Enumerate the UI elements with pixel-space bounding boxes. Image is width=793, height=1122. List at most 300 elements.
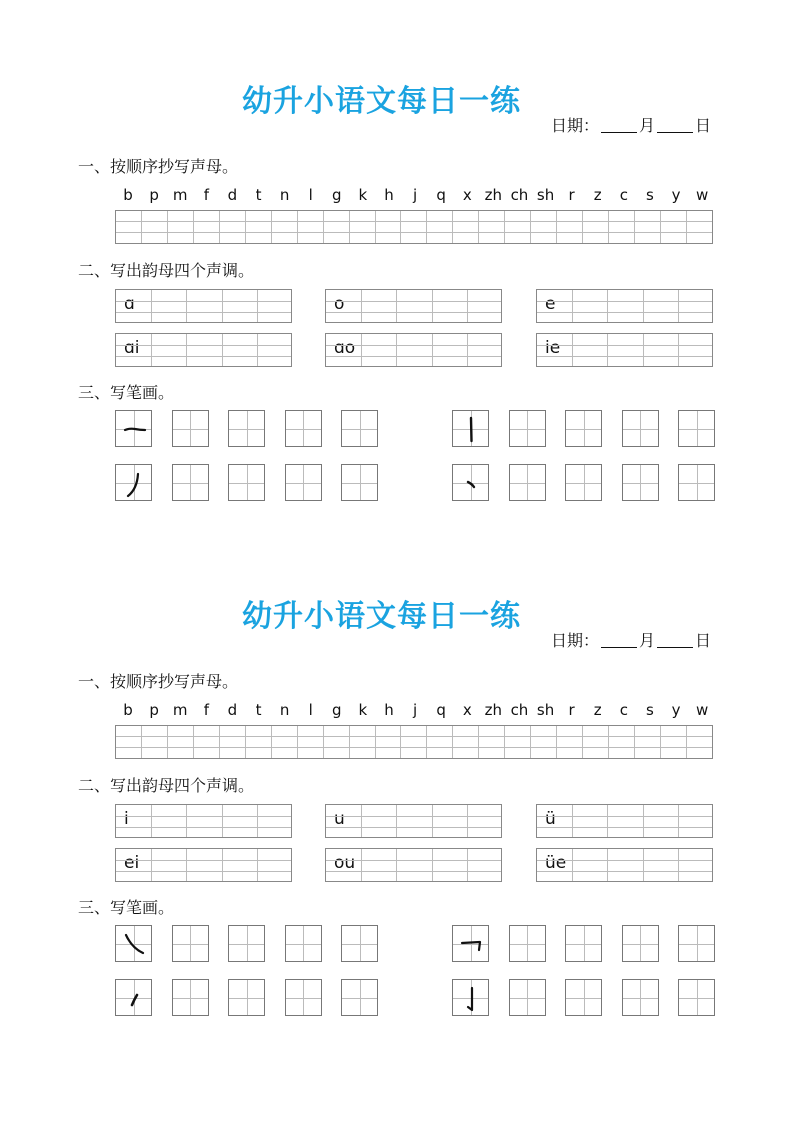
grid-cell[interactable]: [350, 233, 376, 243]
grid-cell[interactable]: [583, 726, 609, 736]
practice-box[interactable]: [678, 925, 715, 962]
grid-cell[interactable]: [453, 233, 479, 243]
grid-cell[interactable]: [116, 726, 142, 736]
grid-cell[interactable]: [220, 748, 246, 758]
initial-letter: k: [358, 186, 368, 204]
grid-cell[interactable]: [142, 233, 168, 243]
grid-cell[interactable]: [350, 737, 376, 747]
initial-letter: n: [279, 701, 290, 719]
initial-letter: w: [695, 701, 709, 719]
grid-cell[interactable]: [661, 222, 687, 232]
grid-cell[interactable]: [272, 222, 298, 232]
practice-box[interactable]: [565, 410, 602, 447]
guide-line: [537, 301, 712, 302]
grid-cell[interactable]: [583, 233, 609, 243]
initial-letter: j: [412, 186, 418, 204]
tone-box[interactable]: [325, 289, 502, 323]
grid-cell[interactable]: [687, 211, 712, 221]
grid-cell[interactable]: [376, 737, 402, 747]
heng-stroke-icon: [116, 411, 153, 448]
guide-line: [566, 998, 601, 999]
grid-cell[interactable]: [168, 233, 194, 243]
initial-letter: f: [203, 186, 209, 204]
grid-cell[interactable]: [116, 222, 142, 232]
guide-line: [432, 290, 433, 322]
grid-cell[interactable]: [142, 726, 168, 736]
practice-box[interactable]: [678, 410, 715, 447]
practice-box[interactable]: [678, 979, 715, 1016]
grid-cell[interactable]: [583, 222, 609, 232]
date-line: [551, 113, 711, 136]
tone-box[interactable]: [536, 333, 713, 367]
grid-cell[interactable]: [661, 748, 687, 758]
grid-cell[interactable]: [661, 737, 687, 747]
practice-box[interactable]: [509, 979, 546, 1016]
initial-letter: c: [619, 186, 628, 204]
grid-cell[interactable]: [661, 726, 687, 736]
date-label: 日期：: [551, 631, 600, 650]
guide-line: [222, 290, 223, 322]
grid-cell[interactable]: [298, 748, 324, 758]
initial-letter: h: [384, 701, 394, 719]
grid-cell[interactable]: [661, 233, 687, 243]
grid-cell[interactable]: [246, 233, 272, 243]
guide-line: [607, 334, 608, 366]
grid-cell[interactable]: [246, 222, 272, 232]
initial-letter: s: [646, 186, 654, 204]
grid-cell[interactable]: [324, 748, 350, 758]
grid-cell[interactable]: [609, 211, 635, 221]
grid-cell[interactable]: [220, 737, 246, 747]
practice-box[interactable]: [285, 925, 322, 962]
grid-cell[interactable]: [298, 726, 324, 736]
practice-box[interactable]: [565, 979, 602, 1016]
initial-letter: x: [462, 701, 472, 719]
grid-cell[interactable]: [272, 726, 298, 736]
grid-cell[interactable]: [427, 222, 453, 232]
grid-cell[interactable]: [194, 211, 220, 221]
practice-box[interactable]: [565, 925, 602, 962]
grid-cell[interactable]: [324, 737, 350, 747]
grid-cell[interactable]: [272, 211, 298, 221]
stroke-example-box: [115, 979, 152, 1016]
grid-cell[interactable]: [427, 233, 453, 243]
grid-cell[interactable]: [557, 233, 583, 243]
grid-cell[interactable]: [427, 737, 453, 747]
grid-cell[interactable]: [376, 233, 402, 243]
grid-cell[interactable]: [246, 737, 272, 747]
grid-cell[interactable]: [401, 211, 427, 221]
guide-line: [643, 290, 644, 322]
date-line: [551, 628, 711, 651]
grid-cell[interactable]: [350, 726, 376, 736]
guide-line: [151, 849, 152, 881]
guide-line: [643, 849, 644, 881]
grid-cell[interactable]: [427, 211, 453, 221]
grid-cell[interactable]: [505, 222, 531, 232]
date-label: 日期：: [551, 116, 600, 135]
guide-line: [116, 312, 291, 313]
guide-line: [396, 805, 397, 837]
grid-cell[interactable]: [350, 748, 376, 758]
grid-cell[interactable]: [324, 726, 350, 736]
guide-line: [510, 483, 545, 484]
stroke-example-box: [115, 410, 152, 447]
guide-line: [229, 429, 264, 430]
stroke-example-box: [452, 410, 489, 447]
grid-cell[interactable]: [272, 737, 298, 747]
guide-line: [432, 334, 433, 366]
grid-line-row: [116, 737, 712, 748]
worksheet-2: [0, 515, 793, 1035]
guide-line: [679, 429, 714, 430]
grid-cell[interactable]: [350, 211, 376, 221]
tone-box[interactable]: [115, 804, 292, 838]
guide-line: [678, 334, 679, 366]
guide-line: [678, 849, 679, 881]
final-label: o: [334, 294, 345, 314]
grid-cell[interactable]: [142, 222, 168, 232]
guide-line: [537, 356, 712, 357]
guide-line: [173, 998, 208, 999]
grid-cell[interactable]: [220, 726, 246, 736]
grid-cell[interactable]: [194, 726, 220, 736]
question-3-heading: 三、写笔画。: [78, 898, 175, 917]
day-blank[interactable]: [657, 118, 693, 133]
initial-letter: y: [671, 701, 681, 719]
tone-box[interactable]: [115, 848, 292, 882]
initial-letter: w: [695, 186, 709, 204]
grid-cell[interactable]: [583, 737, 609, 747]
grid-cell[interactable]: [505, 737, 531, 747]
tone-box[interactable]: [536, 289, 713, 323]
guide-line: [361, 334, 362, 366]
guide-line: [326, 871, 501, 872]
final-label: ɑo: [334, 338, 356, 358]
grid-cell[interactable]: [687, 222, 712, 232]
guide-line: [342, 483, 377, 484]
grid-cell[interactable]: [427, 748, 453, 758]
grid-cell[interactable]: [531, 211, 557, 221]
grid-cell[interactable]: [376, 748, 402, 758]
grid-cell[interactable]: [635, 748, 661, 758]
grid-cell[interactable]: [142, 737, 168, 747]
grid-cell[interactable]: [635, 222, 661, 232]
practice-box[interactable]: [285, 979, 322, 1016]
grid-cell[interactable]: [272, 748, 298, 758]
tone-box[interactable]: [325, 848, 502, 882]
practice-box[interactable]: [228, 979, 265, 1016]
initial-letter: g: [332, 186, 342, 204]
grid-cell[interactable]: [557, 211, 583, 221]
month-blank[interactable]: [601, 633, 637, 648]
question-2-heading: 二、写出韵母四个声调。: [78, 261, 255, 280]
grid-cell[interactable]: [401, 737, 427, 747]
stroke-example-box: [452, 979, 489, 1016]
practice-box[interactable]: [172, 464, 209, 501]
practice-box[interactable]: [622, 410, 659, 447]
practice-box[interactable]: [341, 464, 378, 501]
grid-cell[interactable]: [609, 748, 635, 758]
practice-box[interactable]: [228, 925, 265, 962]
grid-cell[interactable]: [531, 737, 557, 747]
guide-line: [257, 805, 258, 837]
guide-line: [396, 290, 397, 322]
final-label: ie: [545, 338, 561, 358]
grid-cell[interactable]: [557, 222, 583, 232]
grid-cell[interactable]: [168, 222, 194, 232]
guide-line: [186, 290, 187, 322]
grid-cell[interactable]: [635, 233, 661, 243]
grid-cell[interactable]: [609, 737, 635, 747]
grid-cell[interactable]: [194, 233, 220, 243]
guide-line: [151, 805, 152, 837]
guide-line: [257, 849, 258, 881]
practice-box[interactable]: [678, 464, 715, 501]
grid-cell[interactable]: [557, 737, 583, 747]
practice-box[interactable]: [622, 464, 659, 501]
practice-box[interactable]: [172, 979, 209, 1016]
practice-box[interactable]: [565, 464, 602, 501]
practice-box[interactable]: [172, 925, 209, 962]
grid-cell[interactable]: [194, 748, 220, 758]
grid-cell[interactable]: [376, 222, 402, 232]
grid-cell[interactable]: [531, 748, 557, 758]
initial-letter: k: [358, 701, 368, 719]
guide-line: [286, 944, 321, 945]
grid-cell[interactable]: [376, 211, 402, 221]
grid-cell[interactable]: [479, 726, 505, 736]
initial-letter: x: [462, 186, 472, 204]
grid-cell[interactable]: [557, 726, 583, 736]
grid-cell[interactable]: [401, 726, 427, 736]
grid-cell[interactable]: [505, 726, 531, 736]
guide-line: [116, 301, 291, 302]
grid-cell[interactable]: [401, 233, 427, 243]
grid-cell[interactable]: [298, 737, 324, 747]
guide-line: [173, 483, 208, 484]
grid-cell[interactable]: [324, 211, 350, 221]
initial-letter: p: [149, 701, 159, 719]
guide-line: [537, 816, 712, 817]
grid-cell[interactable]: [453, 211, 479, 221]
guide-line: [623, 944, 658, 945]
initial-letter: z: [593, 186, 602, 204]
guide-line: [116, 871, 291, 872]
initials-writing-grid[interactable]: [115, 210, 713, 244]
tone-box[interactable]: [115, 289, 292, 323]
grid-cell[interactable]: [687, 748, 712, 758]
initial-letter: zh: [484, 186, 503, 204]
na-stroke-icon: [116, 926, 153, 963]
grid-cell[interactable]: [505, 211, 531, 221]
day-blank[interactable]: [657, 633, 693, 648]
grid-cell[interactable]: [324, 233, 350, 243]
practice-box[interactable]: [285, 410, 322, 447]
grid-cell[interactable]: [531, 222, 557, 232]
grid-cell[interactable]: [505, 233, 531, 243]
grid-cell[interactable]: [376, 726, 402, 736]
tone-box[interactable]: [325, 333, 502, 367]
tone-box[interactable]: [536, 848, 713, 882]
guide-line: [572, 805, 573, 837]
grid-cell[interactable]: [220, 211, 246, 221]
grid-cell[interactable]: [479, 737, 505, 747]
guide-line: [396, 334, 397, 366]
grid-cell[interactable]: [272, 233, 298, 243]
grid-cell[interactable]: [453, 726, 479, 736]
grid-cell[interactable]: [531, 726, 557, 736]
grid-cell[interactable]: [661, 211, 687, 221]
grid-cell[interactable]: [168, 726, 194, 736]
grid-cell[interactable]: [557, 748, 583, 758]
grid-cell[interactable]: [687, 233, 712, 243]
initial-letter: j: [412, 701, 418, 719]
grid-cell[interactable]: [298, 233, 324, 243]
practice-box[interactable]: [509, 925, 546, 962]
grid-cell[interactable]: [453, 737, 479, 747]
initial-letter: f: [203, 701, 209, 719]
initial-letter: m: [172, 186, 188, 204]
guide-line: [607, 849, 608, 881]
practice-box[interactable]: [341, 925, 378, 962]
guide-line: [326, 356, 501, 357]
grid-cell[interactable]: [687, 726, 712, 736]
grid-cell[interactable]: [116, 737, 142, 747]
guide-line: [643, 805, 644, 837]
guide-line: [643, 334, 644, 366]
grid-cell[interactable]: [246, 211, 272, 221]
guide-line: [679, 483, 714, 484]
stroke-example-box: [452, 464, 489, 501]
grid-cell[interactable]: [298, 222, 324, 232]
guide-line: [572, 290, 573, 322]
grid-cell[interactable]: [194, 222, 220, 232]
stroke-example-box: [452, 925, 489, 962]
final-label: ɑi: [124, 338, 140, 358]
grid-cell[interactable]: [479, 222, 505, 232]
tone-box[interactable]: [536, 804, 713, 838]
practice-box[interactable]: [341, 979, 378, 1016]
practice-box[interactable]: [622, 979, 659, 1016]
grid-cell[interactable]: [194, 737, 220, 747]
grid-cell[interactable]: [168, 748, 194, 758]
guide-line: [510, 998, 545, 999]
grid-cell[interactable]: [142, 748, 168, 758]
grid-cell[interactable]: [324, 222, 350, 232]
practice-box[interactable]: [341, 410, 378, 447]
grid-cell[interactable]: [168, 211, 194, 221]
stroke-example-box: [115, 464, 152, 501]
final-label: ɑ: [124, 294, 135, 314]
guide-line: [229, 998, 264, 999]
grid-cell[interactable]: [635, 737, 661, 747]
ti-stroke-icon: [116, 980, 153, 1017]
initial-letter: y: [671, 186, 681, 204]
guide-line: [151, 334, 152, 366]
tone-box[interactable]: [115, 333, 292, 367]
grid-cell[interactable]: [168, 737, 194, 747]
grid-cell[interactable]: [479, 233, 505, 243]
grid-cell[interactable]: [479, 211, 505, 221]
month-blank[interactable]: [601, 118, 637, 133]
grid-cell[interactable]: [453, 748, 479, 758]
grid-cell[interactable]: [583, 211, 609, 221]
grid-cell[interactable]: [116, 748, 142, 758]
guide-line: [537, 345, 712, 346]
practice-box[interactable]: [285, 464, 322, 501]
shugou-stroke-icon: [453, 980, 490, 1017]
grid-cell[interactable]: [401, 748, 427, 758]
month-label: 月: [639, 116, 656, 135]
grid-cell[interactable]: [350, 222, 376, 232]
hengzhe-stroke-icon: [453, 926, 490, 963]
practice-box[interactable]: [228, 410, 265, 447]
grid-cell[interactable]: [220, 233, 246, 243]
pie-stroke-icon: [116, 465, 153, 502]
guide-line: [678, 805, 679, 837]
grid-cell[interactable]: [453, 222, 479, 232]
grid-cell[interactable]: [609, 222, 635, 232]
practice-box[interactable]: [509, 410, 546, 447]
grid-cell[interactable]: [220, 222, 246, 232]
practice-box[interactable]: [509, 464, 546, 501]
guide-line: [361, 805, 362, 837]
initial-letter: h: [384, 186, 394, 204]
grid-cell[interactable]: [427, 726, 453, 736]
grid-cell[interactable]: [635, 211, 661, 221]
stroke-example-box: [115, 925, 152, 962]
final-label: ei: [124, 853, 140, 873]
grid-cell[interactable]: [401, 222, 427, 232]
initials-writing-grid[interactable]: [115, 725, 713, 759]
grid-line-row: [116, 222, 712, 233]
grid-cell[interactable]: [505, 748, 531, 758]
grid-cell[interactable]: [609, 233, 635, 243]
month-label: 月: [639, 631, 656, 650]
guide-line: [186, 805, 187, 837]
day-label: 日: [695, 116, 712, 135]
grid-cell[interactable]: [635, 726, 661, 736]
grid-cell[interactable]: [583, 748, 609, 758]
grid-cell[interactable]: [246, 748, 272, 758]
grid-cell[interactable]: [142, 211, 168, 221]
grid-cell[interactable]: [116, 233, 142, 243]
initial-letter: d: [227, 701, 238, 719]
grid-cell[interactable]: [609, 726, 635, 736]
grid-cell[interactable]: [116, 211, 142, 221]
practice-box[interactable]: [622, 925, 659, 962]
guide-line: [257, 290, 258, 322]
grid-cell[interactable]: [298, 211, 324, 221]
initial-letter: p: [149, 186, 159, 204]
initial-letter: q: [436, 186, 446, 204]
guide-line: [467, 805, 468, 837]
initial-letter: l: [308, 701, 313, 719]
practice-box[interactable]: [228, 464, 265, 501]
guide-line: [607, 805, 608, 837]
initial-letter: sh: [536, 186, 555, 204]
tone-box[interactable]: [325, 804, 502, 838]
grid-cell[interactable]: [246, 726, 272, 736]
grid-cell[interactable]: [479, 748, 505, 758]
final-label: i: [124, 809, 129, 829]
initial-letter: t: [255, 186, 262, 204]
practice-box[interactable]: [172, 410, 209, 447]
grid-cell[interactable]: [687, 737, 712, 747]
dian-stroke-icon: [453, 465, 490, 502]
grid-cell[interactable]: [531, 233, 557, 243]
